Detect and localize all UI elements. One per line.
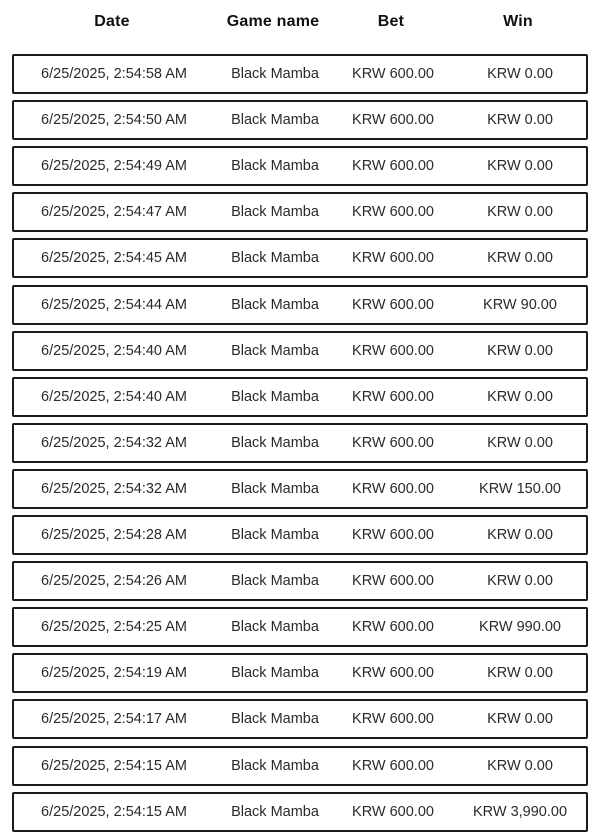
cell-date: 6/25/2025, 2:54:25 AM	[41, 619, 187, 635]
cell-bet: KRW 600.00	[352, 481, 434, 497]
table-row[interactable]	[12, 653, 588, 693]
table-row[interactable]	[12, 423, 588, 463]
cell-win: KRW 0.00	[487, 158, 553, 174]
table-row[interactable]	[12, 792, 588, 832]
table-row[interactable]	[12, 100, 588, 140]
cell-win: KRW 0.00	[487, 527, 553, 543]
cell-win: KRW 0.00	[487, 665, 553, 681]
cell-game-name: Black Mamba	[231, 435, 319, 451]
cell-date: 6/25/2025, 2:54:17 AM	[41, 711, 187, 727]
table-header	[12, 0, 588, 48]
cell-bet: KRW 600.00	[352, 435, 434, 451]
cell-bet: KRW 600.00	[352, 343, 434, 359]
table-row[interactable]	[12, 699, 588, 739]
table-row[interactable]	[12, 192, 588, 232]
cell-game-name: Black Mamba	[231, 758, 319, 774]
table-row[interactable]	[12, 515, 588, 555]
cell-game-name: Black Mamba	[231, 66, 319, 82]
cell-game-name: Black Mamba	[231, 619, 319, 635]
cell-win: KRW 0.00	[487, 758, 553, 774]
column-header-game-name: Game name	[226, 13, 320, 30]
cell-win: KRW 0.00	[487, 204, 553, 220]
cell-date: 6/25/2025, 2:54:28 AM	[41, 527, 187, 543]
cell-date: 6/25/2025, 2:54:40 AM	[41, 343, 187, 359]
cell-bet: KRW 600.00	[352, 665, 434, 681]
cell-bet: KRW 600.00	[352, 250, 434, 266]
cell-win: KRW 0.00	[487, 711, 553, 727]
cell-game-name: Black Mamba	[231, 204, 319, 220]
cell-bet: KRW 600.00	[352, 573, 434, 589]
cell-game-name: Black Mamba	[231, 481, 319, 497]
cell-date: 6/25/2025, 2:54:50 AM	[41, 112, 187, 128]
table-row[interactable]	[12, 561, 588, 601]
cell-date: 6/25/2025, 2:54:58 AM	[41, 66, 187, 82]
table-row[interactable]	[12, 469, 588, 509]
cell-bet: KRW 600.00	[352, 204, 434, 220]
table-row[interactable]	[12, 146, 588, 186]
cell-win: KRW 90.00	[483, 297, 557, 313]
column-header-win: Win	[503, 13, 533, 30]
cell-game-name: Black Mamba	[231, 804, 319, 820]
cell-date: 6/25/2025, 2:54:26 AM	[41, 573, 187, 589]
cell-date: 6/25/2025, 2:54:49 AM	[41, 158, 187, 174]
cell-date: 6/25/2025, 2:54:47 AM	[41, 204, 187, 220]
cell-date: 6/25/2025, 2:54:32 AM	[41, 435, 187, 451]
cell-win: KRW 0.00	[487, 573, 553, 589]
cell-bet: KRW 600.00	[352, 804, 434, 820]
cell-win: KRW 0.00	[487, 389, 553, 405]
cell-date: 6/25/2025, 2:54:32 AM	[41, 481, 187, 497]
cell-bet: KRW 600.00	[352, 389, 434, 405]
cell-win: KRW 0.00	[487, 66, 553, 82]
cell-game-name: Black Mamba	[231, 665, 319, 681]
cell-game-name: Black Mamba	[231, 297, 319, 313]
cell-win: KRW 0.00	[487, 250, 553, 266]
cell-bet: KRW 600.00	[352, 758, 434, 774]
column-header-date: Date	[94, 13, 130, 30]
cell-date: 6/25/2025, 2:54:44 AM	[41, 297, 187, 313]
cell-date: 6/25/2025, 2:54:15 AM	[41, 804, 187, 820]
cell-bet: KRW 600.00	[352, 297, 434, 313]
cell-date: 6/25/2025, 2:54:15 AM	[41, 758, 187, 774]
cell-win: KRW 150.00	[479, 481, 561, 497]
cell-date: 6/25/2025, 2:54:45 AM	[41, 250, 187, 266]
cell-game-name: Black Mamba	[231, 343, 319, 359]
cell-bet: KRW 600.00	[352, 619, 434, 635]
column-header-bet: Bet	[377, 13, 405, 30]
table-row[interactable]	[12, 331, 588, 371]
table-row[interactable]	[12, 377, 588, 417]
cell-win: KRW 3,990.00	[472, 804, 568, 820]
table-row[interactable]	[12, 238, 588, 278]
cell-bet: KRW 600.00	[352, 158, 434, 174]
table-row[interactable]	[12, 607, 588, 647]
cell-game-name: Black Mamba	[231, 158, 319, 174]
cell-bet: KRW 600.00	[352, 711, 434, 727]
table-row[interactable]	[12, 54, 588, 94]
cell-game-name: Black Mamba	[231, 573, 319, 589]
cell-date: 6/25/2025, 2:54:40 AM	[41, 389, 187, 405]
cell-bet: KRW 600.00	[352, 112, 434, 128]
cell-bet: KRW 600.00	[352, 66, 434, 82]
cell-game-name: Black Mamba	[231, 711, 319, 727]
cell-date: 6/25/2025, 2:54:19 AM	[41, 665, 187, 681]
cell-win: KRW 0.00	[487, 435, 553, 451]
cell-win: KRW 990.00	[479, 619, 561, 635]
cell-game-name: Black Mamba	[231, 389, 319, 405]
cell-win: KRW 0.00	[487, 343, 553, 359]
cell-win: KRW 0.00	[487, 112, 553, 128]
cell-game-name: Black Mamba	[231, 112, 319, 128]
cell-game-name: Black Mamba	[231, 250, 319, 266]
table-row[interactable]	[12, 746, 588, 786]
cell-bet: KRW 600.00	[352, 527, 434, 543]
table-row[interactable]	[12, 285, 588, 325]
cell-game-name: Black Mamba	[231, 527, 319, 543]
